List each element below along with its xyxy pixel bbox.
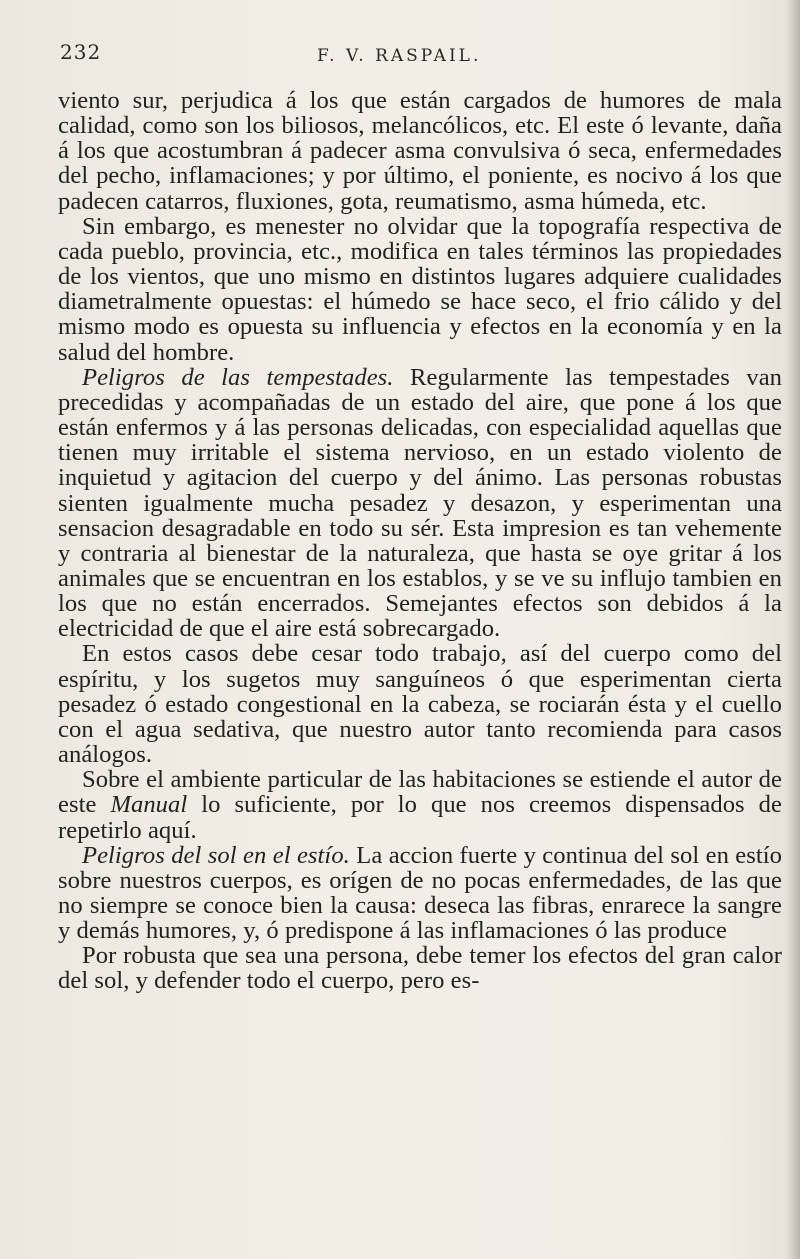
running-head (60, 40, 780, 80)
paragraph-text: En estos casos debe cesar todo trabajo, así del cuerpo como del espíritu, y los sugetos muy sanguíneos ó que esperimentan cierta pesadez ó estado congestional en la cabeza, se rociarán ésta y el cuello con el agua sedativa, que nuestro autor tanto recomienda para casos análogos. (58, 640, 782, 769)
paragraph-storms (58, 365, 782, 642)
body-text (58, 88, 782, 994)
paragraph-work-cessation (58, 641, 782, 767)
paragraph-text: La accion fuerte y continua del sol en estío sobre nuestros cuerpos, es orígen de no pocas enfermedades, de las que no siempre se conoce bien la causa: deseca las fibras, enrarece la sangre y demás humores, y, ó predispone á las inflamaciones ó las produce (58, 841, 782, 945)
paragraph-winds-effects (58, 88, 782, 214)
paragraph-text: Sin embargo, es menester no olvidar que la topografía respectiva de cada pueblo, provincia, etc., modifica en tales términos las propiedades de los vientos, que uno mismo en distintos lugares adquiere cualidades diametralmente opuestas: el húmedo se hace seco, el frio cálido y del mismo modo es opuesta su influencia y efectos en la economía y en la salud del hombre. (58, 212, 782, 366)
paragraph-text: Regularmente las tempestades van precedidas y acompañadas de un estado del aire, que pone á los que están enfermos y á las personas delicadas, con especialidad aquellas que tienen muy irritable el sistema nervioso, en un estado violento de inquietud y agitacion del cuerpo y del ánimo. Las personas robustas sienten igualmente mucha pesadez y desazon, y esperimentan una sensacion desagradable en todo su sér. Esta impresion es tan vehemente y contraria al bienestar de la naturaleza, que hasta se oye gritar á los animales que se encuentran en los establos, y se ve su influjo tambien en los que no están encerrados. Semejantes efectos son debidos á la electricidad de que el aire está sobrecargado. (58, 363, 783, 643)
paragraph-text: lo suficiente, por lo que nos creemos dispensados de repetirlo aquí. (58, 791, 782, 844)
manual-emphasis: Manual (110, 791, 188, 819)
paragraph-rooms-ambient (58, 767, 782, 842)
paragraph-heat-protection (58, 943, 782, 993)
section-heading-storms: Peligros de las tempestades. (82, 363, 394, 391)
paragraph-text: viento sur, perjudica á los que están cargados de humores de mala calidad, como son los biliosos, melancólicos, etc. El este ó levante, daña á los que acostumbran á padecer asma convulsiva ó seca, enfermedades del pecho, inflamaciones; y por último, el poniente, es nocivo á los que padecen catarros, fluxiones, gota, reumatismo, asma húmeda, etc. (58, 87, 782, 215)
paragraph-summer-sun (58, 843, 782, 944)
paragraph-topography (58, 214, 782, 365)
running-title: F. V. RASPAIL. (317, 46, 482, 66)
page-number: 232 (60, 40, 102, 64)
paragraph-text: Por robusta que sea una persona, debe temer los efectos del gran calor del sol, y defender todo el cuerpo, pero es- (58, 942, 782, 995)
paragraph-text: Sobre el ambiente particular de las habitaciones se estiende el autor de este (58, 766, 782, 819)
page-edge-shadow (786, 0, 800, 1259)
section-heading-sun: Peligros del sol en el estío. (82, 841, 350, 869)
